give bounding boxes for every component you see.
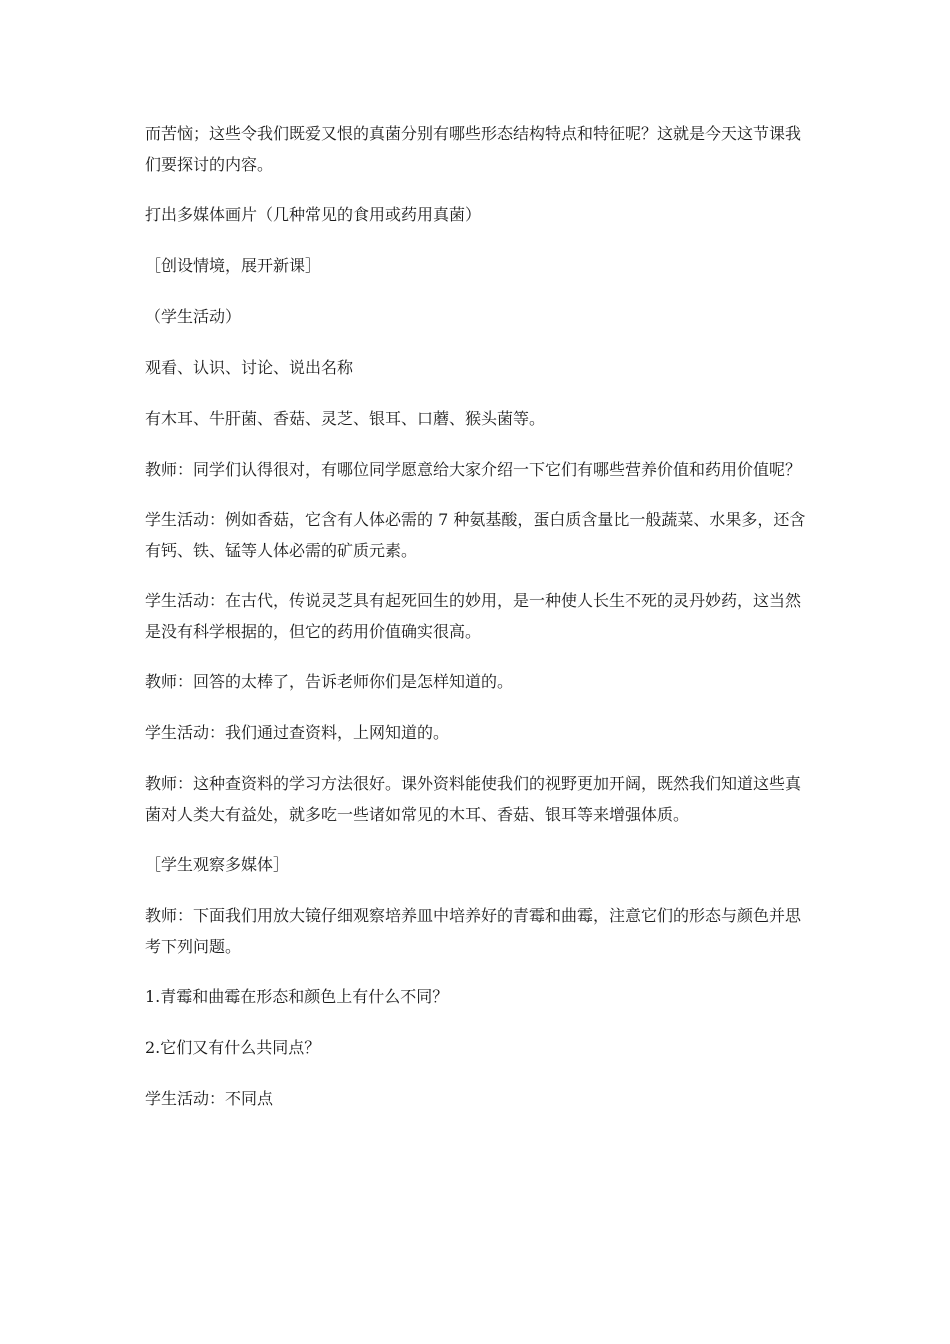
paragraph-teacher-praise: 教师：回答的太棒了，告诉老师你们是怎样知道的。 bbox=[145, 672, 514, 691]
paragraph-teacher-question: 教师：同学们认得很对，有哪位同学愿意给大家介绍一下它们有哪些营养价值和药用价值呢？ bbox=[145, 460, 802, 479]
question-1: 1.青霉和曲霉在形态和颜色上有什么不同？ bbox=[145, 987, 449, 1006]
paragraph-student-differences: 学生活动：不同点 bbox=[145, 1089, 274, 1108]
document-body bbox=[145, 118, 810, 1134]
paragraph-teacher-observe: 教师：下面我们用放大镜仔细观察培养皿中培养好的青霉和曲霉，注意它们的形态与颜色并思考下列问题。 bbox=[145, 906, 802, 956]
paragraph-student-activity-label: （学生活动） bbox=[145, 307, 242, 326]
paragraph-observe: 观看、认识、讨论、说出名称 bbox=[145, 358, 354, 377]
paragraph-teacher-method: 教师：这种查资料的学习方法很好。课外资料能使我们的视野更加开阔，既然我们知道这些真菌对人类大有益处，就多吃一些诸如常见的木耳、香菇、银耳等来增强体质。 bbox=[145, 774, 802, 824]
paragraph-student-source: 学生活动：我们通过查资料，上网知道的。 bbox=[145, 723, 450, 742]
section-heading-observe-media: ［学生观察多媒体］ bbox=[145, 855, 290, 874]
paragraph-fungi-list: 有木耳、牛肝菌、香菇、灵芝、银耳、口蘑、猴头菌等。 bbox=[145, 409, 546, 428]
paragraph-intro: 而苦恼；这些令我们既爱又恨的真菌分别有哪些形态结构特点和特征呢？这就是今天这节课我们要探讨的内容。 bbox=[145, 124, 802, 174]
paragraph-multimedia: 打出多媒体画片（几种常见的食用或药用真菌） bbox=[145, 205, 482, 224]
paragraph-student-mushroom: 学生活动：例如香菇，它含有人体必需的 7 种氨基酸，蛋白质含量比一般蔬菜、水果多，还含有钙、铁、锰等人体必需的矿质元素。 bbox=[145, 510, 806, 560]
section-heading-new-lesson: ［创设情境，展开新课］ bbox=[145, 256, 322, 275]
question-2: 2.它们又有什么共同点？ bbox=[145, 1038, 321, 1057]
paragraph-student-lingzhi: 学生活动：在古代，传说灵芝具有起死回生的妙用，是一种使人长生不死的灵丹妙药，这当然是没有科学根据的，但它的药用价值确实很高。 bbox=[145, 591, 802, 641]
